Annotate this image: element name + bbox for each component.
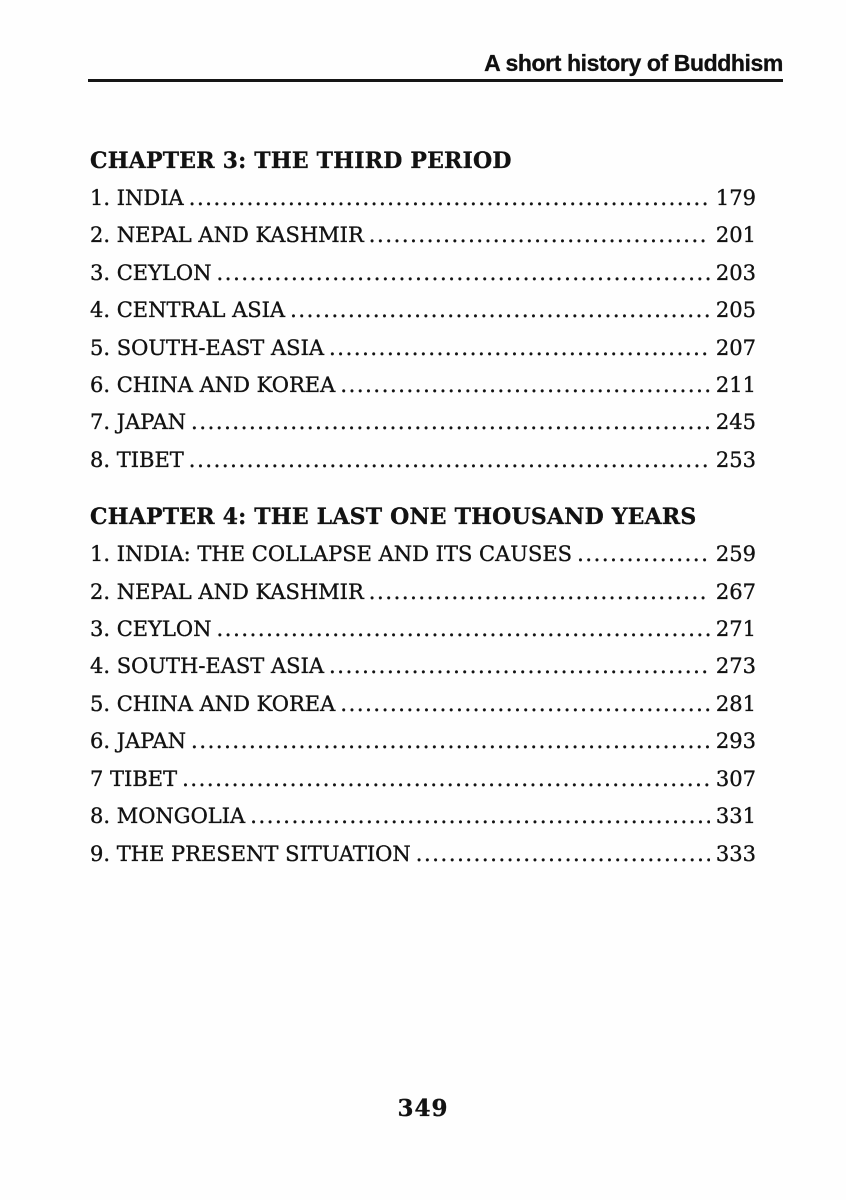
toc-entry-label: 6. JAPAN	[90, 729, 187, 754]
toc-entry	[90, 292, 756, 329]
toc-entry	[90, 180, 756, 217]
toc-entry-page: 333	[715, 841, 756, 866]
toc-entry-label: 7 TIBET	[90, 766, 178, 791]
dot-leader-icon	[329, 330, 710, 367]
toc-entry-page: 203	[715, 260, 756, 285]
toc-entry-page: 259	[715, 542, 756, 567]
toc-entry	[90, 798, 756, 835]
toc-entry	[90, 217, 756, 254]
toc-entry	[90, 367, 756, 404]
toc-entry-label: 3. CEYLON	[90, 260, 212, 285]
toc-entry-page: 211	[715, 373, 756, 398]
toc-entry-label: 8. MONGOLIA	[90, 804, 246, 829]
dot-leader-icon	[340, 686, 710, 723]
toc-entry-label: 1. INDIA: THE COLLAPSE AND ITS CAUSES	[90, 542, 573, 567]
toc-entry-page: 253	[715, 447, 756, 472]
dot-leader-icon	[250, 798, 710, 835]
dot-leader-icon	[329, 648, 710, 685]
dot-leader-icon	[577, 536, 710, 573]
toc-entry-label: 2. NEPAL AND KASHMIR	[90, 579, 364, 604]
toc-section	[90, 499, 756, 873]
toc-entry-label: 4. SOUTH-EAST ASIA	[90, 654, 325, 679]
toc-entry-page: 201	[715, 223, 756, 248]
chapter-heading: CHAPTER 3: THE THIRD PERIOD	[90, 148, 512, 174]
toc-entry-page: 307	[715, 766, 756, 791]
dot-leader-icon	[340, 367, 710, 404]
dot-leader-icon	[217, 255, 710, 292]
toc-entry	[90, 330, 756, 367]
toc-entry-page: 207	[715, 335, 756, 360]
toc-entry-page: 281	[715, 691, 756, 716]
toc-list	[90, 536, 756, 873]
dot-leader-icon	[217, 611, 710, 648]
toc-entry-page: 179	[715, 186, 756, 210]
dot-leader-icon	[369, 574, 710, 611]
dot-leader-icon	[191, 404, 710, 441]
toc-entry-label: 1. INDIA	[90, 186, 184, 210]
toc-entry	[90, 611, 756, 648]
toc-entry-label: 8. TIBET	[90, 447, 184, 472]
toc-entry-label: 5. SOUTH-EAST ASIA	[90, 335, 325, 360]
toc-entry-page: 271	[715, 617, 756, 642]
toc-entry	[90, 836, 756, 873]
toc-entry	[90, 761, 756, 798]
header-rule	[88, 79, 783, 82]
toc-entry	[90, 723, 756, 760]
toc-entry-label: 9. THE PRESENT SITUATION	[90, 841, 411, 866]
toc-entry-page: 273	[715, 654, 756, 679]
dot-leader-icon	[189, 442, 710, 479]
chapter-heading: CHAPTER 4: THE LAST ONE THOUSAND YEARS	[90, 504, 697, 531]
dot-leader-icon	[290, 292, 710, 329]
toc-entry-label: 4. CENTRAL ASIA	[90, 298, 286, 323]
dot-leader-icon	[182, 761, 710, 798]
running-head-title: A short history of Buddhism	[484, 50, 783, 76]
toc-entry-page: 245	[715, 410, 756, 435]
toc-entry	[90, 536, 756, 573]
toc-entry	[90, 442, 756, 479]
toc-entry-page: 331	[715, 804, 756, 829]
table-of-contents	[90, 143, 756, 873]
toc-entry-label: 5. CHINA AND KOREA	[90, 691, 336, 716]
dot-leader-icon	[189, 180, 710, 217]
toc-entry-label: 6. CHINA AND KOREA	[90, 373, 336, 398]
toc-entry	[90, 648, 756, 685]
toc-entry-page: 293	[715, 729, 756, 754]
toc-entry-page: 205	[715, 298, 756, 323]
toc-entry	[90, 255, 756, 292]
toc-entry	[90, 404, 756, 441]
toc-entry-label: 3. CEYLON	[90, 617, 212, 642]
page-number: 349	[397, 1095, 449, 1122]
toc-list	[90, 180, 756, 479]
toc-entry-label: 7. JAPAN	[90, 410, 187, 435]
toc-entry	[90, 686, 756, 723]
dot-leader-icon	[416, 836, 710, 873]
toc-entry-page: 267	[715, 579, 756, 604]
toc-section	[90, 143, 756, 479]
dot-leader-icon	[191, 723, 710, 760]
dot-leader-icon	[369, 217, 710, 254]
toc-entry	[90, 574, 756, 611]
toc-entry-label: 2. NEPAL AND KASHMIR	[90, 223, 364, 248]
